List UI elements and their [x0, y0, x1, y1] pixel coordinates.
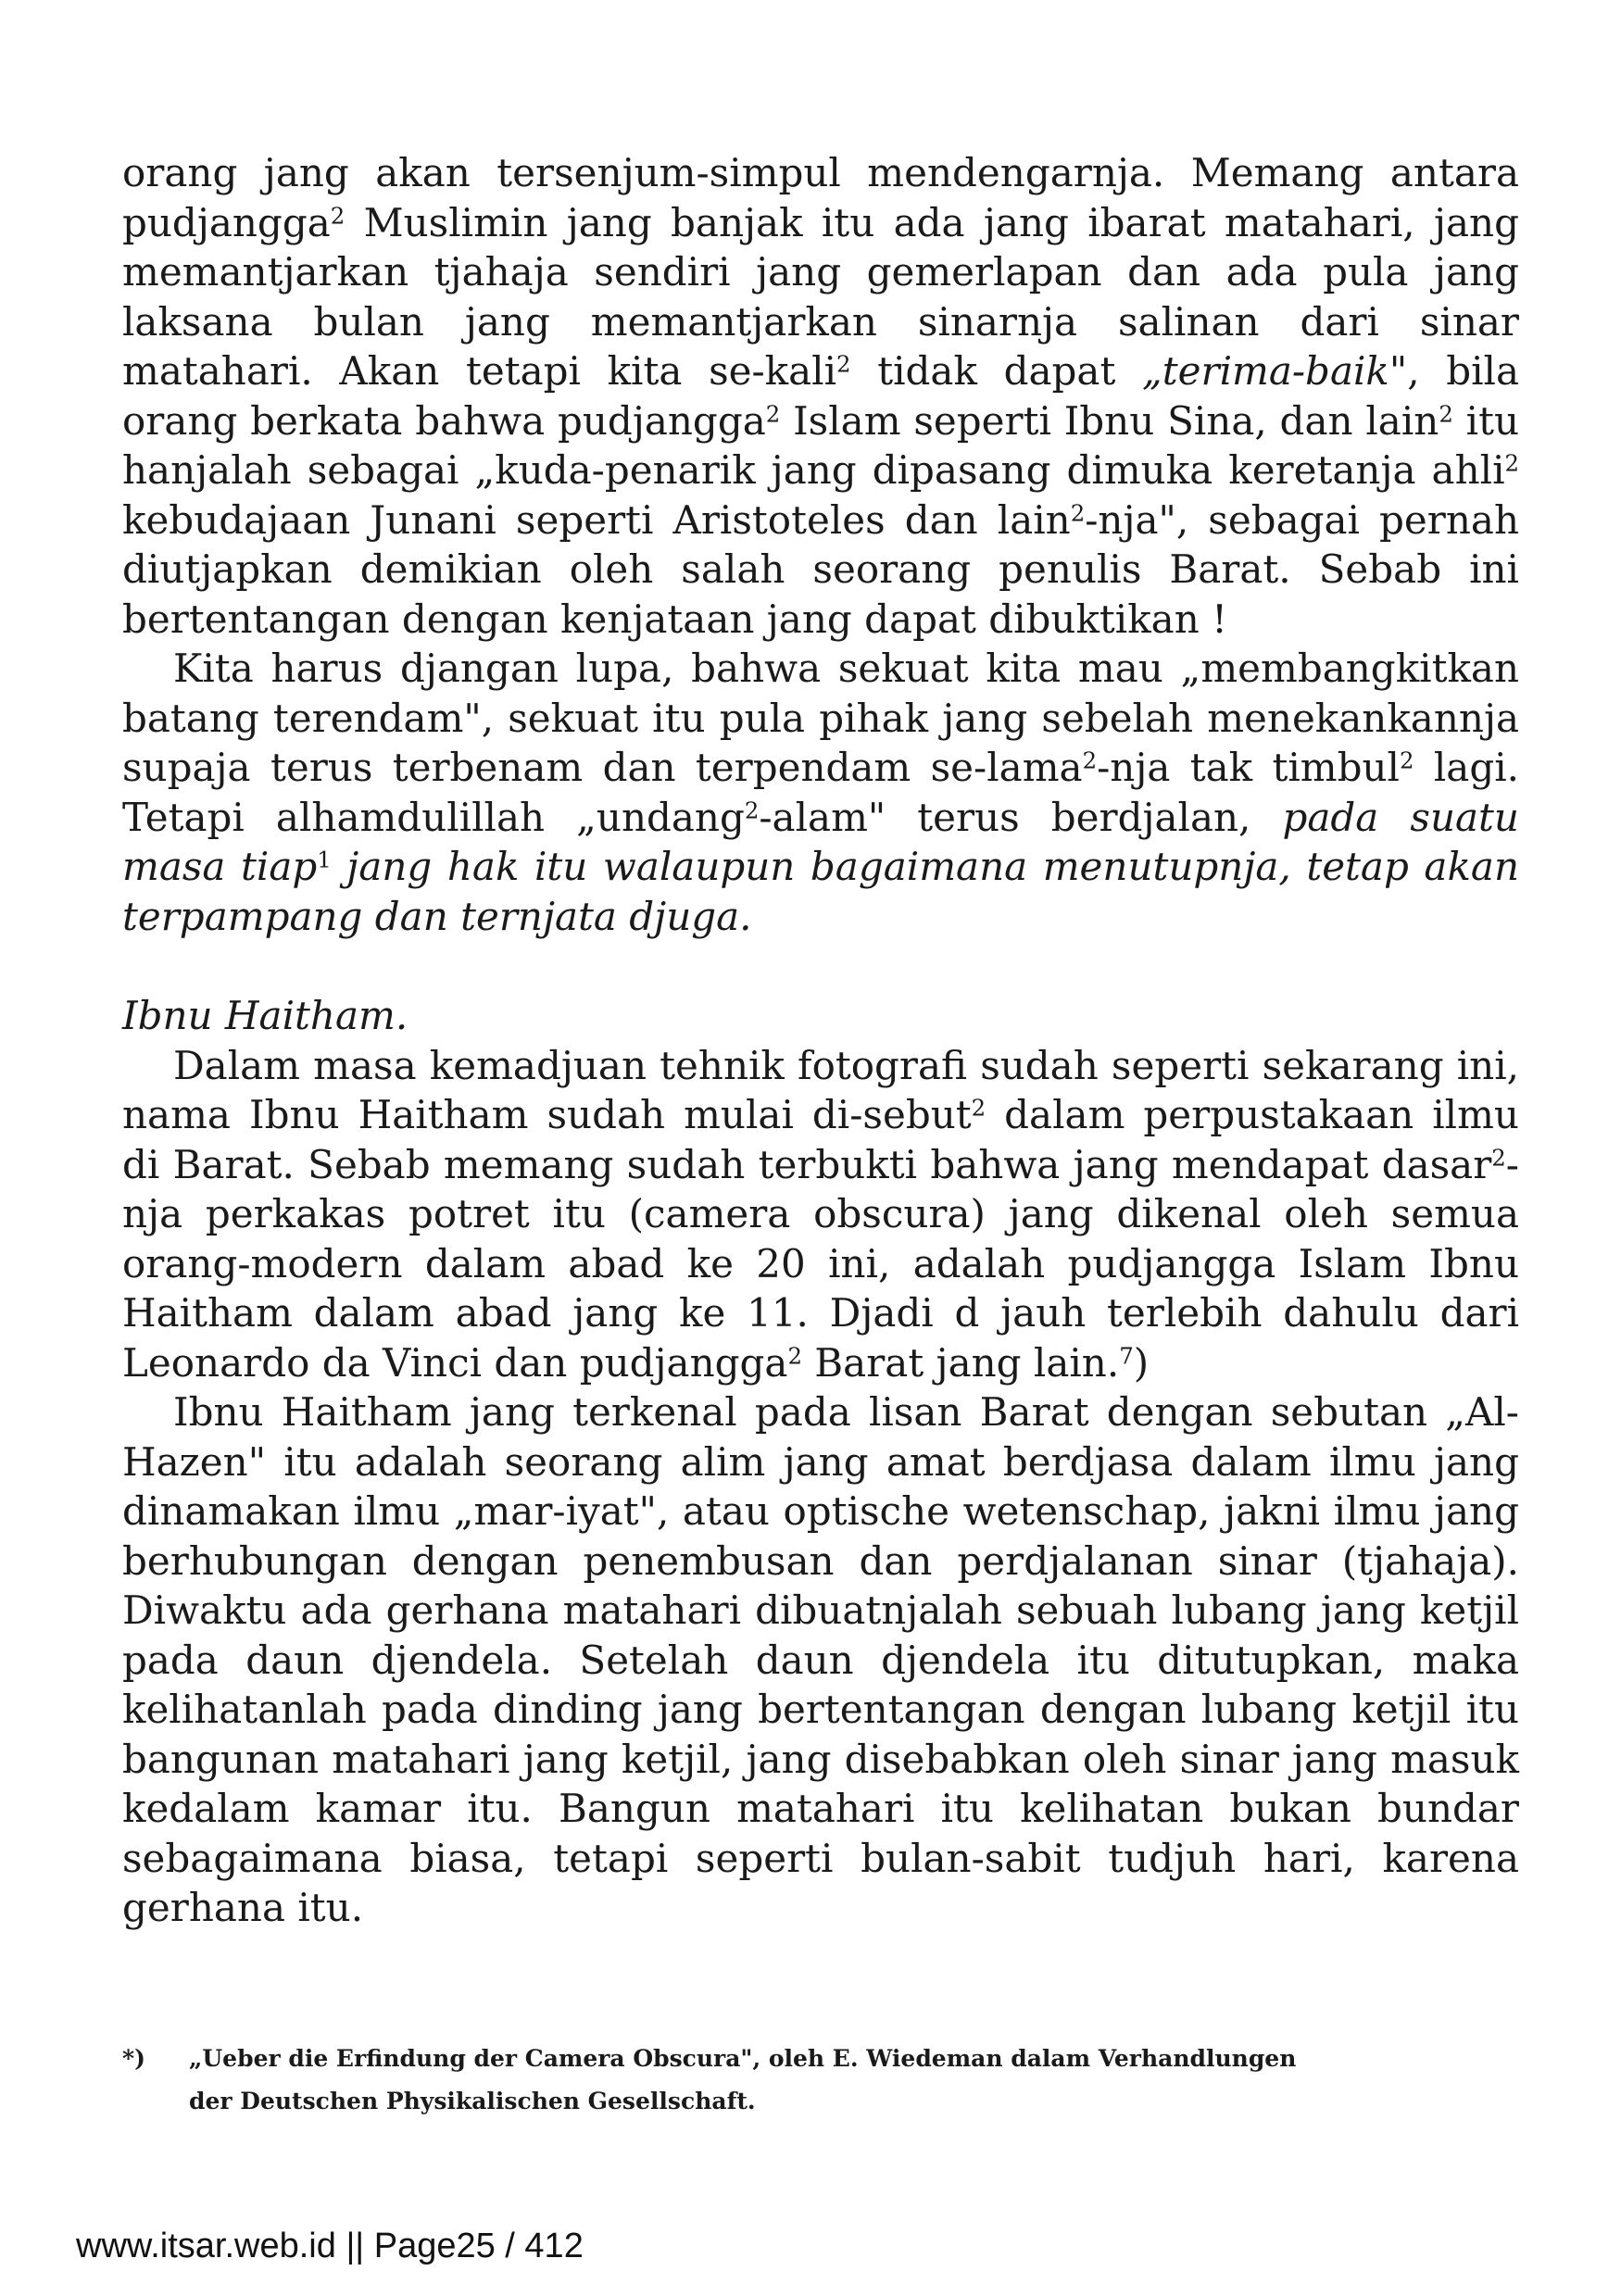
footnote-marker: *) [122, 2045, 145, 2072]
paragraph-4: Ibnu Haitham jang terkenal pada lisan Barat dengan sebutan „Al-Hazen" itu adalah seorang alim jang amat berdjasa dalam ilmu jang dinamakan ilmu „mar-iyat", atau optische wetenschap, jakni ilmu jang berhubungan dengan penembusan dan perdjalanan sinar (tjahaja). Diwaktu ada gerhana matahari dibuatnjalah sebuah lubang jang ketjil pada daun djendela. Setelah daun djendela itu ditutupkan, maka kelihatanlah pada dinding jang bertentangan dengan lubang ketjil itu bangunan matahari jang ketjil, jang disebabkan oleh sinar jang masuk kedalam kamar itu. Bangun matahari itu kelihatan bukan bundar sebagaimana biasa, tetapi seperti bulan-sabit tudjuh hari, karena gerhana itu. [122, 1389, 1519, 1930]
paragraph-3: Dalam masa kemadjuan tehnik fotografi sudah seperti sekarang ini, nama Ibnu Haitham sudah mulai di-sebut$^2$ dalam perpustakaan ilmu di Barat. Sebab memang sudah terbukti bahwa jang mendapat dasar$^2$-nja perkakas potret itu (camera obscura) jang dikenal oleh semua orang-modern dalam abad ke 20 ini, adalah pudjangga Islam Ibnu Haitham dalam abad jang ke 11. Djadi d jauh terlebih dahulu dari Leonardo da Vinci dan pudjangga$^2$ Barat jang lain.$^7$) [122, 1042, 1519, 1386]
footnote [122, 2038, 1326, 2123]
paragraph-1: orang jang akan tersenjum-simpul mendengarnja. Memang antara pudjangga$^2$ Muslimin jang banjak itu ada jang ibarat matahari, jang memantjarkan tjahaja sendiri jang gemerlapan dan ada pula jang laksana bulan jang memantjarkan sinarnja salinan dari sinar matahari. Akan tetapi kita se-kali$^2$ tidak dapat „terima-baik", bila orang berkata bahwa pudjangga$^2$ Islam seperti Ibnu Sina, dan lain$^2$ itu hanjalah sebagai „kuda-penarik jang dipasang dimuka keretanja ahli$^2$ kebudajaan Junani seperti Aristoteles dan lain$^2$-nja", sebagai pernah diutjapkan demikian oleh salah seorang penulis Barat. Sebab ini bertentangan dengan kenjataan jang dapat dibuktikan ! [122, 150, 1520, 642]
page-footer: www.itsar.web.id || Page25 / 412 [76, 2227, 584, 2265]
section-heading: Ibnu Haitham. [122, 993, 408, 1038]
footnote-line-2: der Deutschen Physikalischen Gesellschaft. [189, 2088, 756, 2114]
section-gap [122, 941, 1519, 991]
document-body [122, 148, 1519, 1933]
paragraph-2: Kita harus djangan lupa, bahwa sekuat kita mau „membangkitkan batang terendam", sekuat itu pula pihak jang sebelah menekankannja supaja terus terbenam dan terpendam se-lama$^2$-nja tak timbul$^2$ lagi. Tetapi alhamdulillah „undang$^2$-alam" terus berdjalan, pada suatu masa tiap$^1$ jang hak itu walaupun bagaimana menutupnja, tetap akan terpampang dan ternjata djuga. [122, 646, 1519, 939]
footnote-line-1: „Ueber die Erfindung der Camera Obscura", oleh E. Wiedeman dalam Verhandlungen [189, 2045, 1297, 2072]
